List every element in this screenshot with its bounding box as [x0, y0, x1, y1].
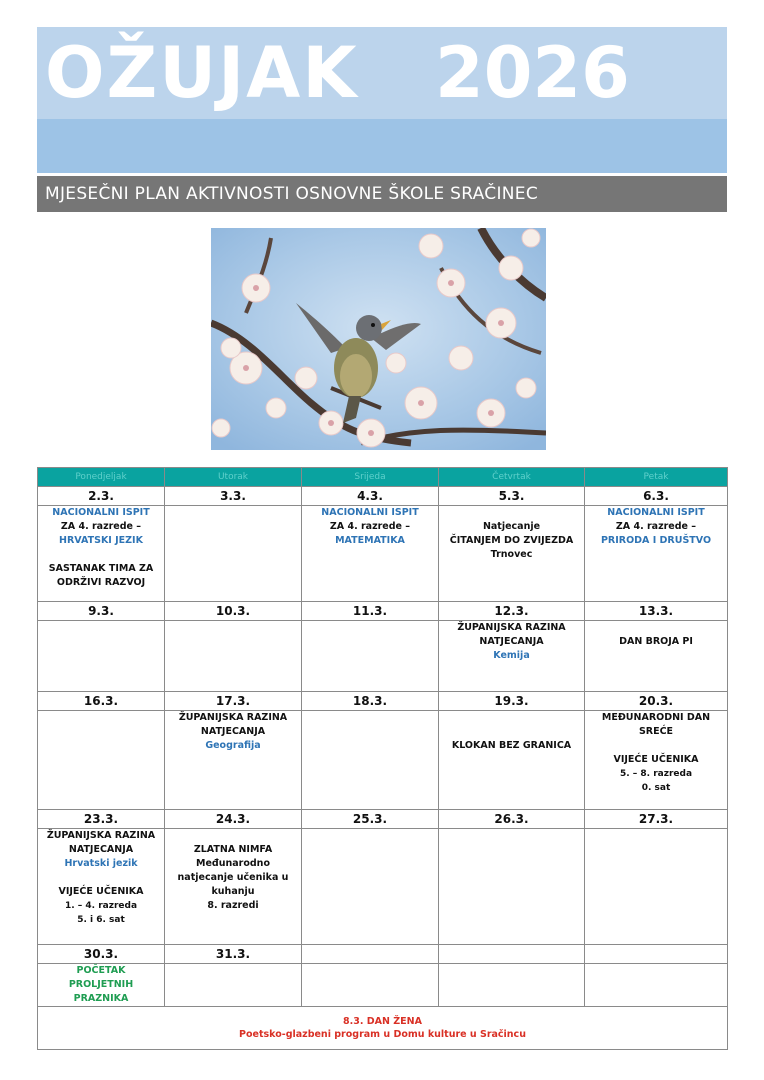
subtitle: MJESEČNI PLAN AKTIVNOSTI OSNOVNE ŠKOLE SRAČINEC — [45, 184, 539, 204]
event-cell — [585, 621, 728, 692]
event-line: NATJECANJA — [200, 726, 266, 737]
event-cell — [165, 506, 302, 602]
event-line: 0. sat — [641, 783, 671, 793]
header-band-bottom — [37, 119, 727, 173]
event-cell — [439, 621, 585, 692]
date-cell: 19.3. — [439, 692, 585, 711]
spacer — [439, 725, 584, 739]
date-cell — [302, 945, 439, 964]
date-cell: 16.3. — [38, 692, 165, 711]
event-cell — [302, 711, 439, 810]
year-title: 2026 — [435, 32, 630, 114]
event-line: ZA 4. razrede – — [329, 521, 411, 532]
calendar-table — [37, 467, 728, 1050]
date-cell: 18.3. — [302, 692, 439, 711]
event-line: Hrvatski jezik — [64, 858, 138, 869]
event-cell — [165, 621, 302, 692]
calendar-body — [38, 487, 728, 1007]
event-line: MEĐUNARODNI DAN — [601, 712, 711, 723]
event-cell — [38, 506, 165, 602]
date-cell: 9.3. — [38, 602, 165, 621]
footer-note — [38, 1007, 728, 1050]
event-line: NACIONALNI ISPIT — [52, 507, 150, 518]
event-line: natjecanje učenika u — [177, 872, 289, 883]
date-row — [38, 487, 728, 506]
event-line: POČETAK — [76, 965, 126, 976]
event-line: SASTANAK TIMA ZA — [48, 563, 154, 574]
event-line: ČITANJEM DO ZVIJEZDA — [449, 535, 574, 546]
page-header — [37, 27, 727, 173]
date-cell: 3.3. — [165, 487, 302, 506]
event-cell — [165, 829, 302, 945]
event-line: ODRŽIVI RAZVOJ — [56, 577, 146, 588]
event-line: KLOKAN BEZ GRANICA — [451, 740, 572, 751]
date-cell: 17.3. — [165, 692, 302, 711]
date-cell — [439, 945, 585, 964]
event-line: NACIONALNI ISPIT — [321, 507, 419, 518]
weekday-monday: Ponedjeljak — [38, 468, 165, 487]
event-line: 8. razredi — [207, 900, 259, 911]
event-cell — [439, 506, 585, 602]
date-cell: 2.3. — [38, 487, 165, 506]
event-line: VIJEĆE UČENIKA — [58, 886, 144, 897]
spacer — [439, 506, 584, 520]
date-cell: 13.3. — [585, 602, 728, 621]
bird-blossom-photo — [211, 228, 546, 450]
spacer — [165, 829, 301, 843]
date-cell: 25.3. — [302, 810, 439, 829]
footer-line-1: 8.3. DAN ŽENA — [343, 1016, 422, 1027]
event-line: NATJECANJA — [68, 844, 134, 855]
event-cell — [165, 711, 302, 810]
date-cell: 30.3. — [38, 945, 165, 964]
events-row — [38, 506, 728, 602]
event-line: 5. i 6. sat — [77, 915, 125, 925]
spacer — [38, 871, 164, 885]
event-cell — [302, 829, 439, 945]
event-line: Natjecanje — [482, 521, 541, 532]
spacer — [585, 739, 727, 753]
event-line: SREĆE — [638, 726, 674, 737]
event-cell — [302, 964, 439, 1007]
events-row — [38, 829, 728, 945]
event-line: kuhanju — [211, 886, 255, 897]
event-line: 1. – 4. razreda — [64, 901, 138, 911]
event-line: PROLJETNIH — [68, 979, 134, 990]
event-line: HRVATSKI JEZIK — [59, 535, 143, 546]
events-row — [38, 711, 728, 810]
event-line: PRAZNIKA — [73, 993, 129, 1004]
event-line: Međunarodno — [196, 858, 270, 869]
event-cell — [165, 964, 302, 1007]
events-row — [38, 964, 728, 1007]
event-cell — [38, 964, 165, 1007]
event-line: NACIONALNI ISPIT — [607, 507, 705, 518]
spacer — [38, 548, 164, 562]
date-cell: 23.3. — [38, 810, 165, 829]
date-cell: 6.3. — [585, 487, 728, 506]
event-line: VIJEĆE UČENIKA — [613, 754, 699, 765]
event-cell — [585, 964, 728, 1007]
event-line: 5. – 8. razreda — [619, 769, 693, 779]
event-line: Geografija — [205, 740, 261, 751]
date-cell: 4.3. — [302, 487, 439, 506]
footer-line-2: Poetsko-glazbeni program u Domu kulture u Sračincu — [239, 1029, 526, 1040]
date-cell: 20.3. — [585, 692, 728, 711]
event-cell — [439, 964, 585, 1007]
event-cell — [585, 506, 728, 602]
date-row — [38, 945, 728, 964]
date-cell: 10.3. — [165, 602, 302, 621]
event-cell — [585, 711, 728, 810]
event-cell — [585, 829, 728, 945]
event-line: ŽUPANIJSKA RAZINA — [178, 712, 288, 723]
weekday-header-row — [38, 468, 728, 487]
event-cell — [302, 506, 439, 602]
date-cell — [585, 945, 728, 964]
event-cell — [439, 711, 585, 810]
date-cell: 26.3. — [439, 810, 585, 829]
event-line: NATJECANJA — [479, 636, 544, 647]
spacer — [439, 711, 584, 725]
event-line: ZLATNA NIMFA — [193, 844, 273, 855]
event-line: ŽUPANIJSKA RAZINA — [457, 622, 566, 633]
events-row — [38, 621, 728, 692]
weekday-tuesday: Utorak — [165, 468, 302, 487]
event-line: Trnovec — [490, 549, 533, 560]
event-cell — [38, 711, 165, 810]
weekday-wednesday: Srijeda — [302, 468, 439, 487]
date-cell: 12.3. — [439, 602, 585, 621]
subtitle-bar — [37, 176, 727, 212]
event-line: PRIRODA I DRUŠTVO — [600, 535, 712, 546]
event-line: ZA 4. razrede – — [60, 521, 142, 532]
date-cell: 27.3. — [585, 810, 728, 829]
spacer — [585, 621, 727, 635]
event-cell — [302, 621, 439, 692]
month-title: OŽUJAK — [45, 32, 359, 114]
event-line: ZA 4. razrede – — [615, 521, 697, 532]
event-cell — [439, 829, 585, 945]
footer-row — [38, 1007, 728, 1050]
date-row — [38, 692, 728, 711]
weekday-friday: Petak — [585, 468, 728, 487]
weekday-thursday: Četvrtak — [439, 468, 585, 487]
date-row — [38, 810, 728, 829]
date-cell: 24.3. — [165, 810, 302, 829]
date-row — [38, 602, 728, 621]
event-line: MATEMATIKA — [335, 535, 405, 546]
event-cell — [38, 621, 165, 692]
event-cell — [38, 829, 165, 945]
event-line: DAN BROJA PI — [619, 636, 693, 647]
event-line: ŽUPANIJSKA RAZINA — [46, 830, 156, 841]
event-line: Kemija — [493, 650, 530, 661]
date-cell: 11.3. — [302, 602, 439, 621]
date-cell: 5.3. — [439, 487, 585, 506]
date-cell: 31.3. — [165, 945, 302, 964]
